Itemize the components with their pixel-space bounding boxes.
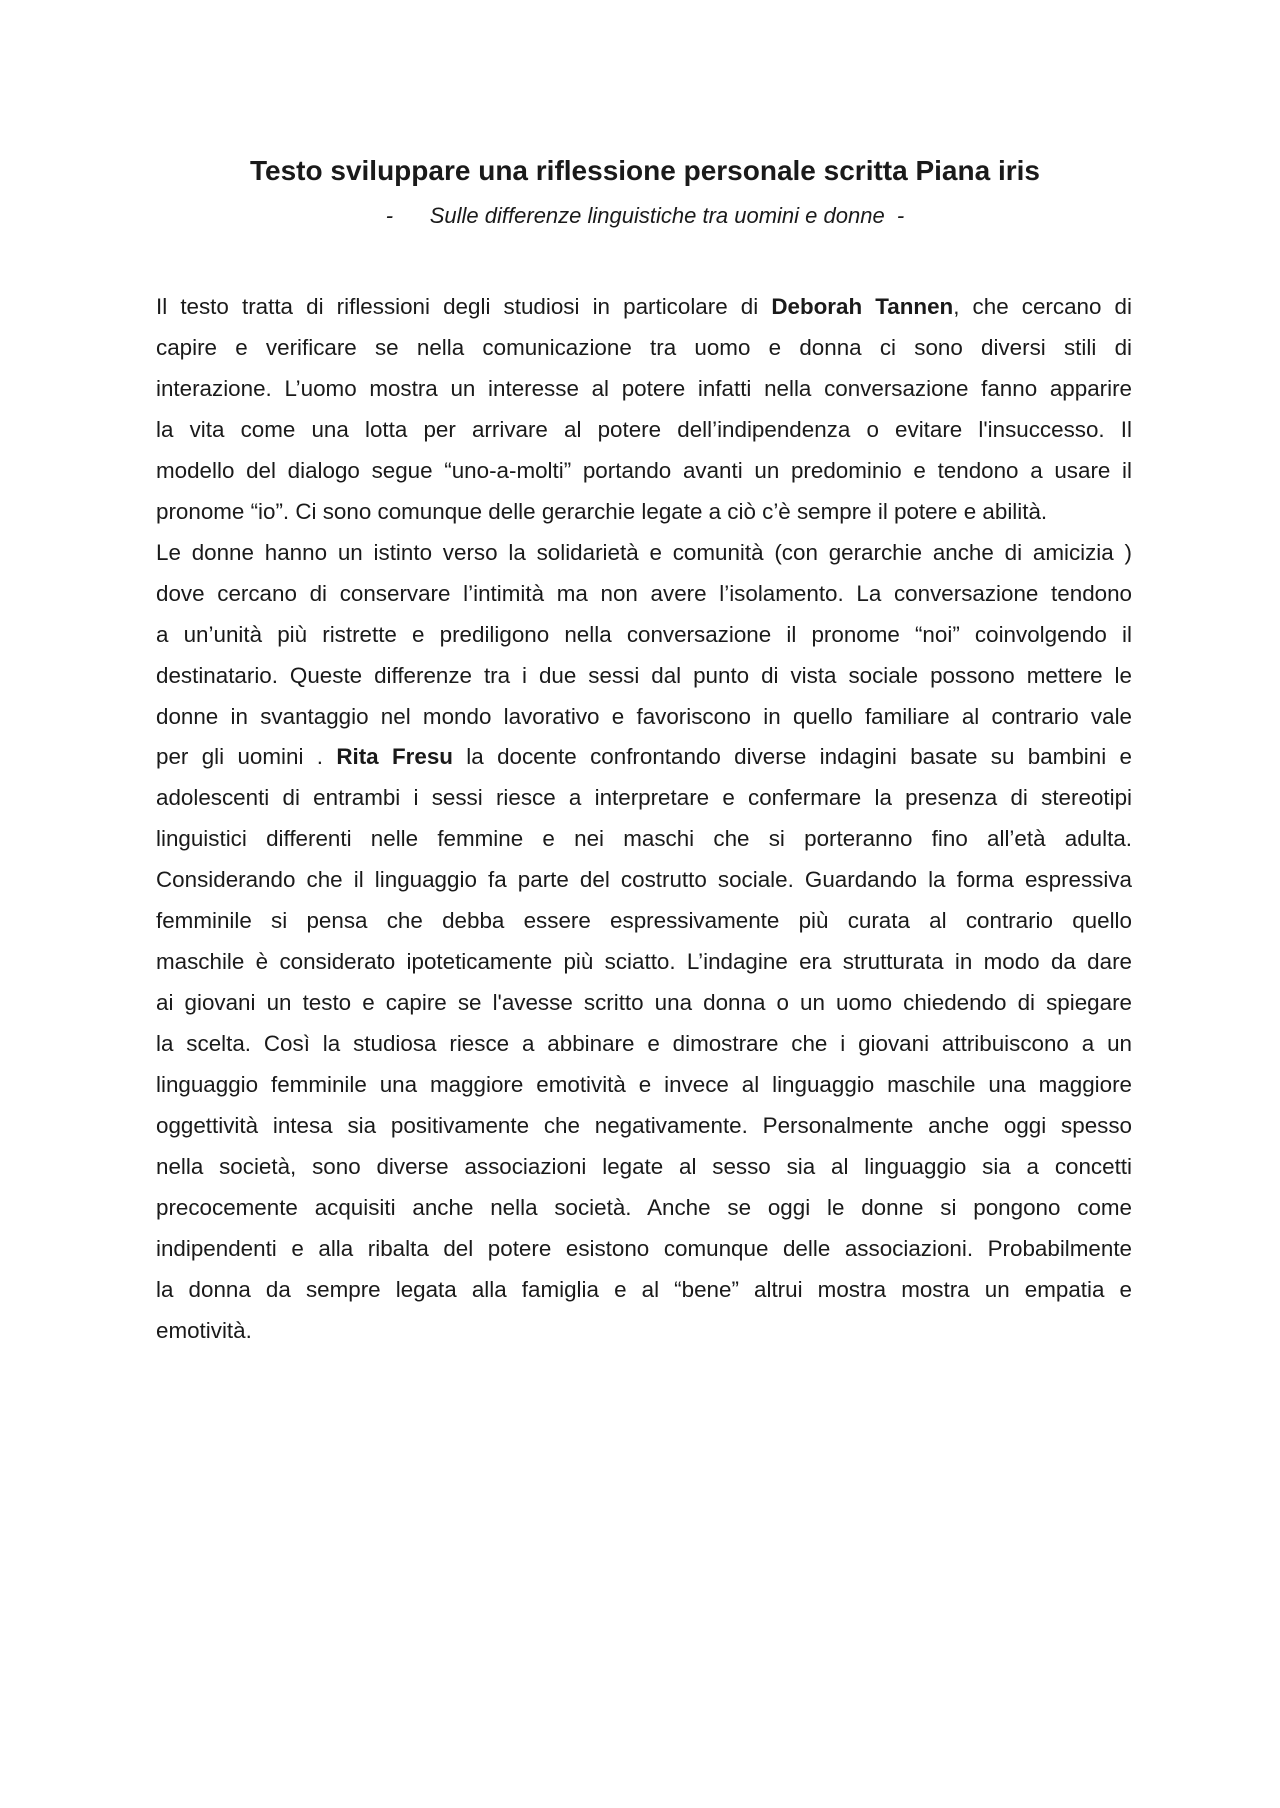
text-line: la donna da sempre legata alla famiglia e al “bene” altrui mostra mostra un empatia e <box>156 1276 1132 1302</box>
text-line: nella società, sono diverse associazioni legate al sesso sia al linguaggio sia a concetti <box>156 1154 1132 1180</box>
text-line: la vita come una lotta per arrivare al potere dell’indipendenza o evitare l'insuccesso. Il <box>156 416 1132 442</box>
document-title: Testo sviluppare una riflessione personale scritta Piana iris <box>250 155 1040 186</box>
text-line: destinatario. Queste differenze tra i due sessi dal punto di vista sociale possono mettere le <box>156 662 1132 688</box>
text-line: capire e verificare se nella comunicazione tra uomo e donna ci sono diversi stili di <box>156 334 1132 360</box>
paragraph-1 <box>156 287 1132 533</box>
text-line: Le donne hanno un istinto verso la solidarietà e comunità (con gerarchie anche di amicizia ) <box>156 539 1132 565</box>
text-line: emotività. <box>156 1317 252 1343</box>
document-subtitle: - Sulle differenze linguistiche tra uomini e donne - <box>385 203 905 228</box>
paragraph-2 <box>156 533 1132 1352</box>
text-line: precocemente acquisiti anche nella società. Anche se oggi le donne si pongono come <box>156 1194 1132 1220</box>
text-line: interazione. L’uomo mostra un interesse al potere infatti nella conversazione fanno apparire <box>156 375 1132 401</box>
bold-name: Deborah Tannen <box>771 294 954 319</box>
document-body <box>156 287 1132 1352</box>
text-line: la scelta. Così la studiosa riesce a abbinare e dimostrare che i giovani attribuiscono a un <box>156 1031 1132 1057</box>
text-line: indipendenti e alla ribalta del potere esistono comunque delle associazioni. Probabilmente <box>156 1235 1132 1261</box>
text-line: linguaggio femminile una maggiore emotività e invece al linguaggio maschile una maggiore <box>156 1072 1132 1098</box>
text-line: linguistici differenti nelle femmine e nei maschi che si porteranno fino all’età adulta. <box>156 826 1132 852</box>
bold-name: Rita Fresu <box>336 744 453 770</box>
text-line: oggettività intesa sia positivamente che negativamente. Personalmente anche oggi spesso <box>156 1113 1132 1139</box>
text-line: femminile si pensa che debba essere espressivamente più curata al contrario quello <box>156 908 1132 934</box>
text-line: per gli uomini . Rita Fresu la docente confrontando diverse indagini basate su bambini e <box>156 744 1132 770</box>
text-line: pronome “io”. Ci sono comunque delle gerarchie legate a ciò c’è sempre il potere e abilità. <box>156 498 1048 524</box>
text-line: dove cercano di conservare l’intimità ma non avere l’isolamento. La conversazione tendono <box>156 580 1132 606</box>
text-line: Il testo tratta di riflessioni degli studiosi in particolare di Deborah Tannen, che cercano di <box>156 294 1132 319</box>
text-line: adolescenti di entrambi i sessi riesce a interpretare e confermare la presenza di stereotipi <box>156 785 1132 811</box>
text-line: donne in svantaggio nel mondo lavorativo e favoriscono in quello familiare al contrario vale <box>156 703 1132 729</box>
text-line: Considerando che il linguaggio fa parte del costrutto sociale. Guardando la forma espressiva <box>156 867 1132 893</box>
text-line: ai giovani un testo e capire se l'avesse scritto una donna o un uomo chiedendo di spiegare <box>156 990 1132 1016</box>
text-line: maschile è considerato ipoteticamente più sciatto. L’indagine era strutturata in modo da dare <box>156 949 1132 975</box>
text-line: a un’unità più ristrette e prediligono nella conversazione il pronome “noi” coinvolgendo il <box>156 621 1132 647</box>
text-line: modello del dialogo segue “uno-a-molti” portando avanti un predominio e tendono a usare il <box>156 457 1132 483</box>
